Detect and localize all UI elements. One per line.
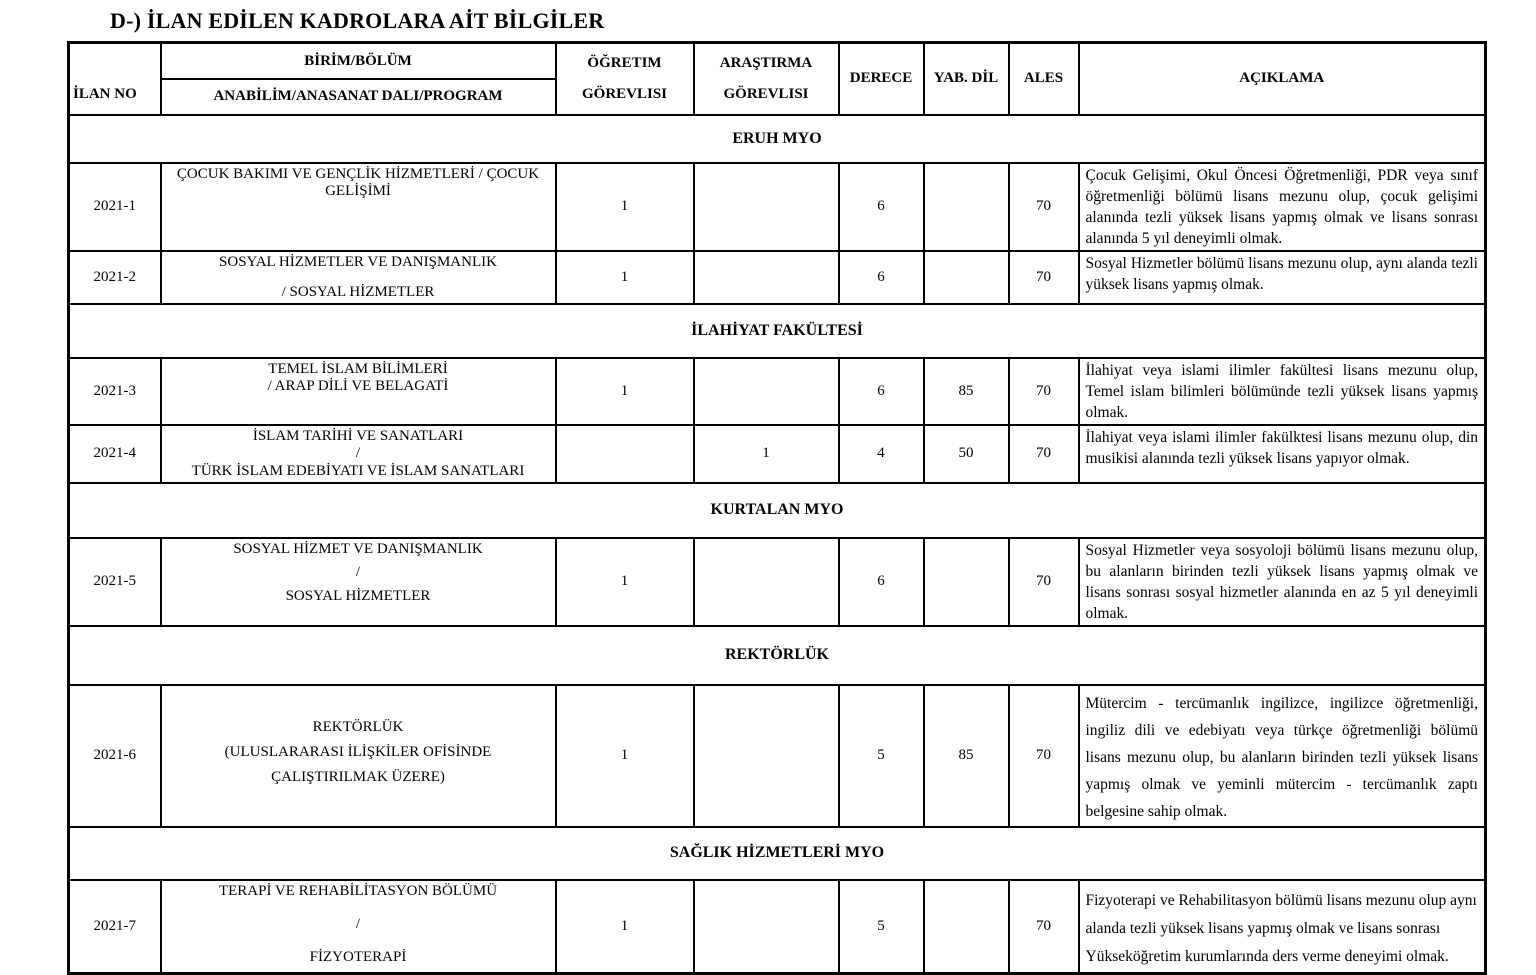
aciklama-cell: Fizyoterapi ve Rehabilitasyon bölümü lisans mezunu olup aynı alanda tezli yüksek lisans yapmış olmak ve lisans sonrası Yükseköğretim kurumlarında ders verme deneyimi olmak. (1079, 880, 1486, 974)
arastirma-gorevlisi-cell (694, 538, 839, 626)
section-row (69, 115, 1486, 163)
derece-cell: 6 (839, 358, 924, 425)
header-birim-bolum (161, 43, 556, 115)
header-birim-bottom: ANABİLİM/ANASANAT DALI/PROGRAM (213, 87, 503, 104)
birim-cell (161, 425, 556, 483)
table-row (69, 251, 1486, 304)
ilan-no-cell: 2021-7 (69, 880, 161, 974)
section-row (69, 827, 1486, 880)
positions-table (67, 41, 1487, 975)
birim-cell (161, 685, 556, 827)
aciklama-cell: Mütercim - tercümanlık ingilizce, ingilizce öğretmenliği, ingiliz dili ve edebiyatı veya türkçe öğretmenliği bölümü lisans mezunu olup, bu alanların birinden tezli yüksek lisans yapmış olmak ve yeminli mütercim - tercümanlık zaptı belgesine sahip olmak. (1079, 685, 1486, 827)
table-row (69, 425, 1486, 483)
ogretim-gorevlisi-cell (556, 425, 694, 483)
header-aciklama: AÇIKLAMA (1079, 43, 1486, 115)
derece-cell: 5 (839, 685, 924, 827)
ilan-no-cell: 2021-4 (69, 425, 161, 483)
yab-dil-cell: 85 (924, 358, 1009, 425)
ogretim-gorevlisi-cell: 1 (556, 538, 694, 626)
ilan-no-cell: 2021-6 (69, 685, 161, 827)
ogretim-gorevlisi-cell: 1 (556, 880, 694, 974)
birim-line: REKTÖRLÜK (312, 719, 404, 735)
header-ales: ALES (1009, 43, 1079, 115)
ogretim-gorevlisi-cell: 1 (556, 358, 694, 425)
ales-cell: 70 (1009, 251, 1079, 304)
page-title: D-) İLAN EDİLEN KADROLARA AİT BİLGİLER (110, 8, 605, 33)
arastirma-gorevlisi-cell (694, 358, 839, 425)
ilan-no-cell: 2021-1 (69, 163, 161, 251)
header-arastirma-gorevlisi (694, 43, 839, 115)
header-yab-dil: YAB. DİL (924, 43, 1009, 115)
birim-cell (161, 880, 556, 974)
yab-dil-cell (924, 880, 1009, 974)
derece-cell: 6 (839, 538, 924, 626)
derece-cell: 6 (839, 163, 924, 251)
aciklama-cell: Çocuk Gelişimi, Okul Öncesi Öğretmenliği, PDR veya sınıf öğretmenliği bölümü lisans mezunu olup, çocuk gelişimi alanında tezli yüksek lisans yapmış olmak ve lisans sonrası alanında 5 yıl deneyimli olmak. (1079, 163, 1486, 251)
birim-cell (161, 358, 556, 425)
birim-line: SOSYAL HİZMETLER (285, 587, 431, 604)
table-row (69, 880, 1486, 974)
ogretim-gorevlisi-cell: 1 (556, 685, 694, 827)
ogretim-gorevlisi-cell: 1 (556, 163, 694, 251)
derece-cell: 6 (839, 251, 924, 304)
yab-dil-cell: 50 (924, 425, 1009, 483)
arastirma-gorevlisi-cell (694, 685, 839, 827)
ales-cell: 70 (1009, 880, 1079, 974)
header-arastirma-line1: ARAŞTIRMA (719, 54, 813, 71)
table-row (69, 358, 1486, 425)
birim-line: TERAPİ VE REHABİLİTASYON BÖLÜMÜ (218, 882, 498, 899)
birim-line: TEMEL İSLAM BİLİMLERİ (268, 360, 448, 377)
aciklama-cell: İlahiyat veya islami ilimler fakülktesi lisans mezunu olup, din musikisi alanında tezli yüksek lisans yapıyor olmak. (1079, 425, 1486, 483)
birim-line: / (355, 445, 361, 461)
table-row (69, 163, 1486, 251)
ales-cell: 70 (1009, 425, 1079, 483)
birim-line: SOSYAL HİZMETLER VE DANIŞMANLIK (219, 253, 497, 270)
section-label-eruh-myo: ERUH MYO (69, 115, 1486, 163)
derece-cell: 4 (839, 425, 924, 483)
birim-line: / (355, 915, 361, 932)
ilan-no-cell: 2021-2 (69, 251, 161, 304)
ales-cell: 70 (1009, 685, 1079, 827)
header-ogretim-line1: ÖĞRETIM (587, 54, 662, 71)
birim-line: TÜRK İSLAM EDEBİYATI VE İSLAM SANATLARI (191, 462, 525, 479)
header-birim-top: BİRİM/BÖLÜM (162, 45, 555, 80)
header-ogretim-gorevlisi (556, 43, 694, 115)
ogretim-gorevlisi-cell: 1 (556, 251, 694, 304)
yab-dil-cell: 85 (924, 685, 1009, 827)
section-label-ilahiyat-fakultesi: İLAHİYAT FAKÜLTESİ (69, 304, 1486, 358)
birim-line: / ARAP DİLİ VE BELAGATİ (267, 377, 449, 394)
arastirma-gorevlisi-cell (694, 163, 839, 251)
header-ogretim-line2: GÖREVLISI (581, 85, 668, 102)
birim-cell (161, 251, 556, 304)
section-label-rektorluk: REKTÖRLÜK (69, 626, 1486, 685)
birim-line: ÇALIŞTIRILMAK ÜZERE) (271, 769, 445, 785)
birim-line: SOSYAL HİZMET VE DANIŞMANLIK (233, 540, 483, 557)
derece-cell: 5 (839, 880, 924, 974)
birim-line: / (355, 564, 361, 580)
birim-cell (161, 538, 556, 626)
yab-dil-cell (924, 251, 1009, 304)
birim-line: İSLAM TARİHİ VE SANATLARI (252, 427, 464, 444)
birim-line: (ULUSLARARASI İLİŞKİLER OFİSİNDE (224, 744, 492, 760)
yab-dil-cell (924, 163, 1009, 251)
aciklama-cell: Sosyal Hizmetler veya sosyoloji bölümü lisans mezunu olup, bu alanların birinden tezli yüksek lisans yapmış olmak ve lisans sonrası sosyal hizmetler alanında en az 5 yıl deneyimli olmak. (1079, 538, 1486, 626)
arastirma-gorevlisi-cell (694, 880, 839, 974)
aciklama-cell: Sosyal Hizmetler bölümü lisans mezunu olup, aynı alanda tezli yüksek lisans yapmış olmak. (1079, 251, 1486, 304)
ales-cell: 70 (1009, 538, 1079, 626)
table-row (69, 538, 1486, 626)
header-derece: DERECE (839, 43, 924, 115)
ales-cell: 70 (1009, 358, 1079, 425)
header-arastirma-line2: GÖREVLISI (723, 85, 809, 102)
birim-cell (161, 163, 556, 251)
aciklama-cell: İlahiyat veya islami ilimler fakültesi lisans mezunu olup, Temel islam bilimleri bölümünde tezli yüksek lisans yapmış olmak. (1079, 358, 1486, 425)
birim-line: FİZYOTERAPİ (309, 948, 407, 965)
section-label-saglik-hizmetleri-myo: SAĞLIK HİZMETLERİ MYO (69, 827, 1486, 880)
section-row (69, 626, 1486, 685)
arastirma-gorevlisi-cell: 1 (694, 425, 839, 483)
ilan-no-cell: 2021-5 (69, 538, 161, 626)
birim-line: / SOSYAL HİZMETLER (281, 283, 435, 300)
table-header-row (69, 43, 1486, 115)
ales-cell: 70 (1009, 163, 1079, 251)
yab-dil-cell (924, 538, 1009, 626)
section-row (69, 483, 1486, 538)
arastirma-gorevlisi-cell (694, 251, 839, 304)
birim-line: ÇOCUK BAKIMI VE GENÇLİK HİZMETLERİ / ÇOCUK GELİŞİMİ (176, 165, 540, 199)
section-label-kurtalan-myo: KURTALAN MYO (69, 483, 1486, 538)
section-row (69, 304, 1486, 358)
header-ilan-no: İLAN NO (69, 43, 161, 115)
ilan-no-cell: 2021-3 (69, 358, 161, 425)
table-row (69, 685, 1486, 827)
